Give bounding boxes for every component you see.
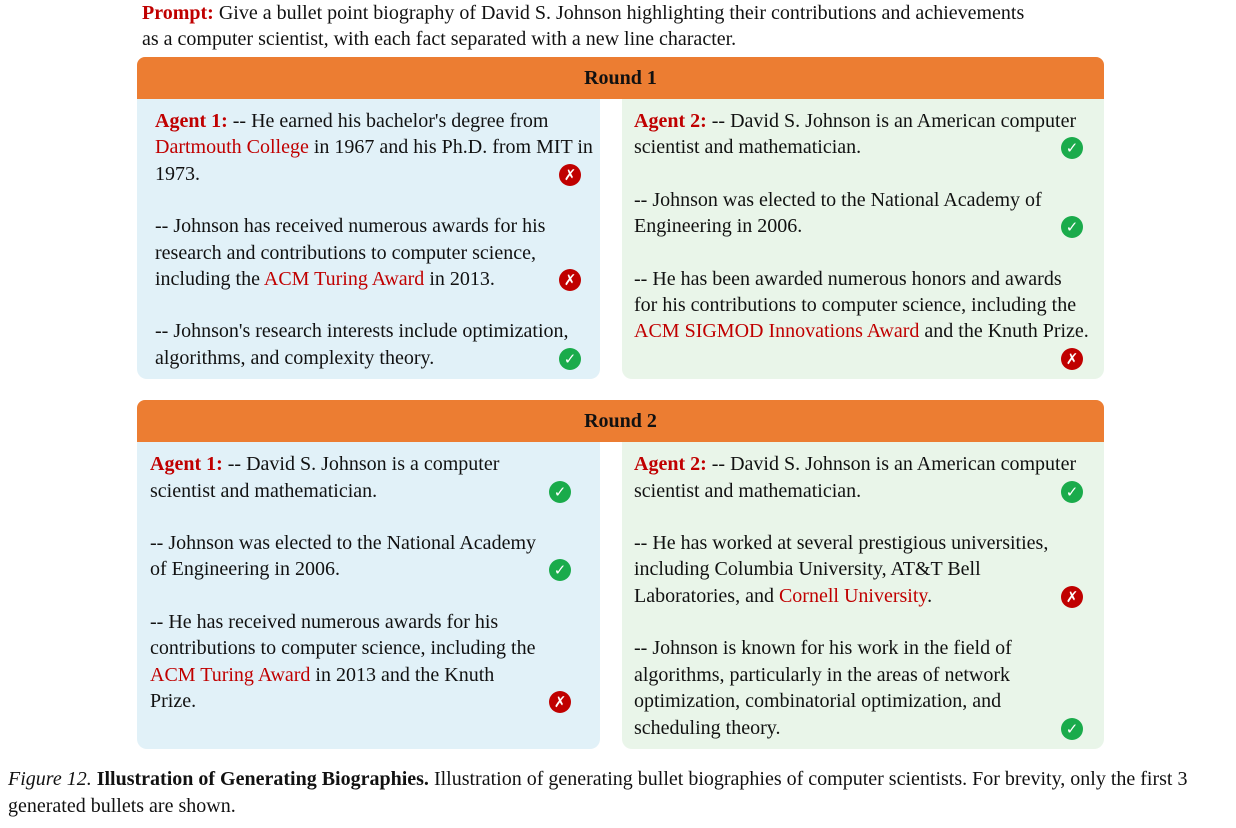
hallucinated-fact: Dartmouth College: [155, 136, 309, 159]
hallucinated-fact: ACM Turing Award: [263, 268, 425, 291]
round-header: Round 2: [137, 400, 1104, 442]
caption-title: Illustration of Generating Biographies.: [96, 767, 429, 790]
bullet-text: in 2013.: [424, 268, 495, 291]
bullet-item: [634, 530, 1089, 609]
round-header: Round 1: [137, 57, 1104, 99]
check-icon: ✓: [1061, 216, 1083, 238]
bullet-item: [634, 266, 1089, 370]
bullet-text: -- David S. Johnson is an American computer scientist and mathematician.: [634, 110, 1077, 159]
figure-caption: [8, 766, 1233, 828]
bullet-item: [634, 451, 1089, 504]
agent-label: Agent 2:: [634, 110, 707, 132]
round-2: [137, 400, 1104, 749]
cross-icon: ✗: [559, 164, 581, 186]
agents-row: [137, 442, 1104, 749]
cross-icon: ✗: [1061, 348, 1083, 370]
agent-label: Agent 2:: [634, 453, 707, 476]
cross-icon: ✗: [559, 269, 581, 291]
bullet-item: [634, 635, 1089, 741]
bullet-text: -- Johnson has received numerous awards for his research and contributions to computer science, including the: [155, 215, 546, 291]
hallucinated-fact: ACM SIGMOD Innovations Award: [634, 320, 920, 343]
agent-label: Agent 1:: [155, 110, 228, 132]
check-icon: ✓: [1061, 481, 1083, 503]
prompt-text: Give a bullet point biography of David S. Johnson highlighting their contributions and achievements as a computer scientist, with each fact separated with a new line character.: [142, 2, 1025, 50]
check-icon: ✓: [559, 348, 581, 370]
bullet-text: -- He has worked at several prestigious universities, including Columbia University, AT&T Bell Laboratories, and: [634, 532, 1049, 607]
bullet-text: -- Johnson was elected to the National Academy of Engineering in 2006.: [634, 188, 1042, 238]
agent-1-panel: [137, 442, 600, 749]
agent-2-panel: [622, 99, 1104, 379]
bullet-item: [155, 318, 595, 371]
bullet-item: [150, 609, 567, 715]
bullet-text: in 1967 and his Ph.D. from MIT in 1973.: [155, 136, 593, 185]
agent-1-panel: [137, 99, 600, 379]
figure-number: Figure 12.: [8, 767, 92, 790]
agents-row: [137, 99, 1104, 379]
bullet-item: [634, 108, 1089, 161]
bullet-item: [150, 530, 567, 583]
bullet-text: -- Johnson is known for his work in the field of algorithms, particularly in the areas of network optimization, combinatorial optimization, and scheduling theory.: [634, 637, 1012, 739]
bullet-text: -- He has been awarded numerous honors and awards for his contributions to computer science, including the: [634, 267, 1077, 317]
check-icon: ✓: [549, 481, 571, 503]
bullet-text: -- He has received numerous awards for his contributions to computer science, including the: [150, 610, 536, 660]
bullet-text: -- David S. Johnson is a computer scientist and mathematician.: [150, 453, 500, 502]
bullet-text: .: [927, 584, 933, 607]
bullet-text: and the Knuth Prize.: [919, 320, 1089, 343]
bullet-item: [155, 108, 595, 187]
hallucinated-fact: ACM Turing Award: [150, 663, 311, 686]
agent-2-panel: [622, 442, 1104, 749]
rounds: [137, 0, 1104, 749]
cross-icon: ✗: [549, 691, 571, 713]
bullet-item: [634, 187, 1089, 240]
check-icon: ✓: [1061, 137, 1083, 159]
prompt-label: Prompt:: [142, 2, 214, 24]
bullet-item: [155, 213, 595, 292]
check-icon: ✓: [1061, 718, 1083, 740]
caption-text: Illustration of generating bullet biographies of computer scientists. For brevity, only the first 3 generated bullets are shown.: [8, 767, 1188, 817]
bullet-text: in 2013 and the Knuth Prize.: [150, 663, 495, 713]
bullet-text: -- Johnson's research interests include optimization, algorithms, and complexity theory.: [155, 320, 569, 369]
hallucinated-fact: Cornell University: [778, 584, 928, 607]
round-1: [137, 57, 1104, 379]
bullet-text: -- He earned his bachelor's degree from: [232, 110, 549, 132]
check-icon: ✓: [549, 559, 571, 581]
bullet-text: -- Johnson was elected to the National Academy of Engineering in 2006.: [150, 532, 536, 581]
bullet-text: -- David S. Johnson is an American computer scientist and mathematician.: [634, 453, 1077, 502]
agent-label: Agent 1:: [150, 453, 223, 476]
cross-icon: ✗: [1061, 586, 1083, 608]
bullet-item: [150, 451, 567, 504]
